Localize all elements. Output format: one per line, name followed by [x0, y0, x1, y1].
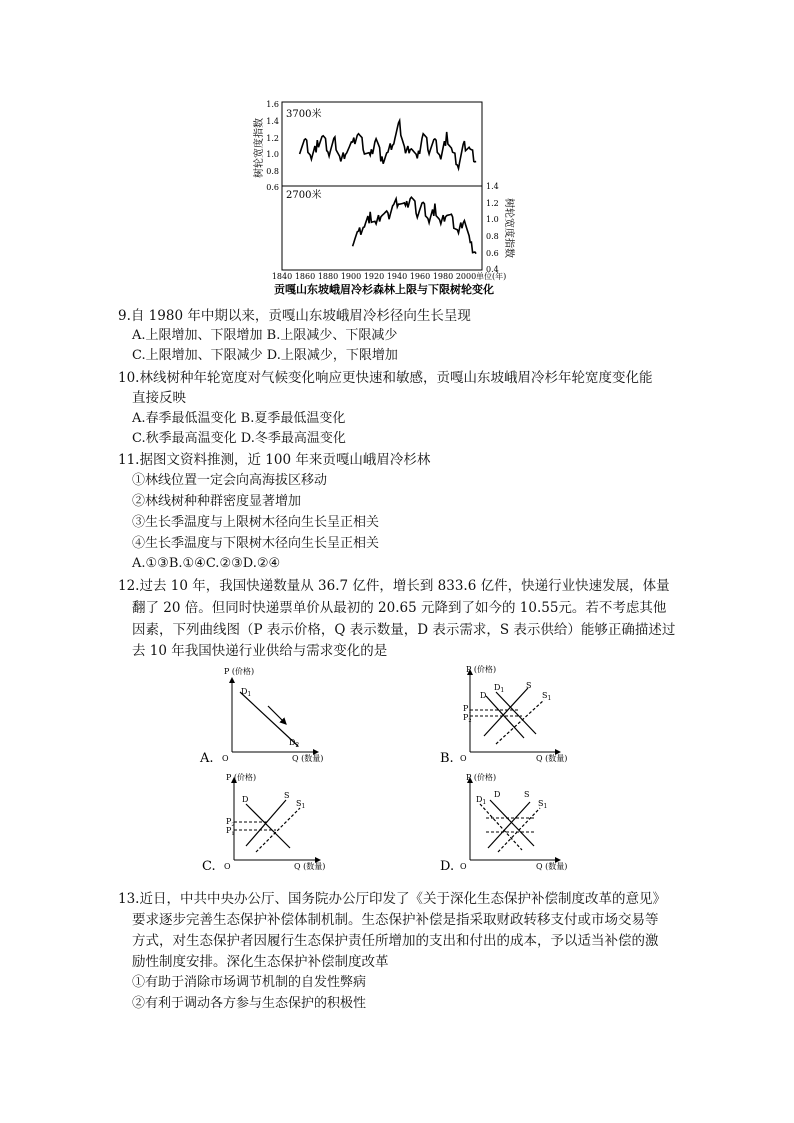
y-tick: 0.8	[486, 232, 499, 241]
label-p2: $P_2$	[226, 817, 235, 828]
label-s: S	[524, 790, 530, 799]
top-panel-label: 3700米	[286, 109, 322, 120]
supply-curve-s	[246, 800, 286, 846]
q10-options-ab: A.春季最低温变化 B.夏季最低温变化	[132, 411, 346, 426]
x-tick: 1900	[340, 272, 362, 281]
option-letter-d: D.	[440, 859, 455, 874]
figure-caption: 贡嘎山东坡峨眉冷杉森林上限与下限树轮变化	[274, 283, 494, 296]
q13-line4: 励性制度安排。深化生态保护补偿制度改革	[132, 954, 389, 970]
q11-statement-4: ④生长季温度与下限树木径向生长呈正相关	[132, 536, 380, 551]
label-d: D	[494, 790, 501, 799]
q11-statement-1: ①林线位置一定会向高海拔区移动	[132, 473, 328, 488]
y-tick: 0.6	[266, 183, 279, 192]
q-axis-label: Q (数量)	[294, 862, 326, 871]
y-tick: 1.4	[486, 182, 499, 191]
graph-c	[202, 772, 325, 874]
p-axis-label: P (价格)	[466, 773, 497, 782]
q9-options-ab: A.上限增加、下限增加 B.上限减少、下限减少	[132, 328, 398, 343]
origin: O	[460, 754, 467, 763]
q-axis-label: Q (数量)	[292, 754, 324, 763]
y-tick: 1.0	[486, 215, 499, 224]
x-tick: 2000	[455, 272, 477, 281]
q-axis-label: Q (数量)	[536, 862, 568, 871]
p-axis-label: P (价格)	[224, 667, 255, 676]
y-tick: 1.2	[266, 134, 279, 143]
y-tick: 1.6	[266, 100, 279, 109]
supply-demand-graphs	[0, 660, 794, 880]
x-axis-unit: 单位(年)	[476, 272, 507, 281]
supply-curve-s1	[496, 700, 544, 744]
label-d1: $D_1$	[241, 687, 252, 698]
graph-a	[199, 666, 323, 766]
q11-options: A.①③B.①④C.②③D.②④	[132, 556, 281, 571]
label-s1: $S_1$	[296, 799, 306, 810]
y-tick: 0.4	[486, 265, 499, 274]
x-tick: 1880	[317, 272, 339, 281]
p-axis-label: P (价格)	[466, 665, 497, 674]
bottom-panel-label: 2700米	[286, 190, 322, 201]
y-axis-title-right: 树轮宽度指数	[503, 198, 514, 258]
origin: O	[222, 754, 229, 763]
q13-line2: 要求逐步完善生态保护补偿体制机制。生态保护补偿是指采取财政转移支付或市场交易等	[132, 912, 659, 928]
origin: O	[224, 862, 231, 871]
x-tick: 1940	[386, 272, 408, 281]
q-axis-label: Q (数量)	[536, 754, 568, 763]
q10-stem-line1: 10.林线树种年轮宽度对气候变化响应更快速和敏感，贡嘎山东坡峨眉冷杉年轮宽度变化能	[118, 370, 653, 386]
q13-line1: 13.近日，中共中央办公厅、国务院办公厅印发了《关于深化生态保护补偿制度改革的意见》	[118, 891, 666, 907]
q11-statement-2: ②林线树种种群密度显著增加	[132, 494, 302, 509]
supply-curve-s1	[256, 808, 300, 852]
x-tick: 1860	[294, 272, 316, 281]
y-tick: 1.4	[266, 117, 279, 126]
label-d2: $D_2$	[289, 738, 300, 749]
q12-line1: 12.过去 10 年，我国快递数量从 36.7 亿件，增长到 833.6 亿件，快递行业快速发展，体量	[118, 578, 670, 594]
q11-stem: 11.据图文资料推测，近 100 年来贡嘎山峨眉冷杉林	[118, 452, 431, 468]
supply-curve-s	[484, 688, 528, 736]
series-line-2700m	[353, 197, 477, 253]
label-d: D	[480, 691, 487, 700]
x-tick: 1920	[363, 272, 385, 281]
q9-stem: 9.自 1980 年中期以来，贡嘎山东坡峨眉冷杉径向生长呈现	[118, 308, 471, 324]
x-tick: 1840	[271, 272, 293, 281]
label-s: S	[526, 681, 532, 690]
y-axis-title-left: 树轮宽度指数	[254, 118, 265, 178]
option-letter-c: C.	[202, 859, 216, 874]
x-tick: 1980	[432, 272, 454, 281]
option-letter-a: A.	[200, 751, 214, 766]
graph-b	[440, 664, 567, 766]
label-p2: $P_2$	[463, 713, 472, 724]
q11-statement-3: ③生长季温度与上限树木径向生长呈正相关	[132, 515, 380, 530]
series-line-3700m	[300, 121, 477, 169]
q12-line3: 因素，下列曲线图（P 表示价格，Q 表示数量，D 表示需求，S 表示供给）能够正确描述过	[132, 622, 676, 638]
q13-line3: 方式，对生态保护者因履行生态保护责任所增加的支出和付出的成本，予以适当补偿的激	[132, 933, 659, 949]
y-tick: 0.8	[266, 167, 279, 176]
q12-line2: 翻了 20 倍。但同时快递票单价从最初的 20.65 元降到了如今的 10.55元。若不考虑其他	[132, 600, 667, 616]
label-s1: $S_1$	[542, 691, 552, 702]
x-ticks	[272, 272, 476, 281]
label-d1: $D_1$	[476, 795, 487, 806]
label-s1: $S_1$	[538, 799, 548, 810]
y-tick: 1.0	[266, 150, 279, 159]
origin: O	[460, 862, 467, 871]
q9-options-cd: C.上限增加、下限减少 D.上限减少，下限增加	[132, 348, 398, 363]
bottom-y-ticks	[486, 182, 499, 274]
p-axis-label: P (价格)	[226, 773, 257, 782]
tree-ring-figure	[0, 0, 794, 300]
label-p1: $P_1$	[226, 826, 235, 837]
q13-statement-1: ①有助于消除市场调节机制的自发性弊病	[132, 975, 367, 990]
q13-statement-2: ②有利于调动各方参与生态保护的积极性	[132, 996, 367, 1011]
q10-options-cd: C.秋季最高温变化 D.冬季最高温变化	[132, 431, 346, 446]
label-s: S	[284, 791, 290, 800]
x-tick: 1960	[409, 272, 431, 281]
label-d: D	[242, 795, 249, 804]
option-letter-b: B.	[440, 751, 454, 766]
label-p1: $P_1$	[463, 704, 472, 715]
top-y-ticks	[266, 100, 279, 192]
q10-stem-line2: 直接反映	[132, 390, 186, 406]
label-d1: $D_1$	[494, 683, 505, 694]
graph-d	[440, 772, 567, 874]
y-tick: 0.6	[486, 249, 499, 258]
demand-curve-d	[246, 804, 290, 848]
y-tick: 1.2	[486, 199, 499, 208]
q12-line4: 去 10 年我国快递行业供给与需求变化的是	[132, 643, 388, 659]
